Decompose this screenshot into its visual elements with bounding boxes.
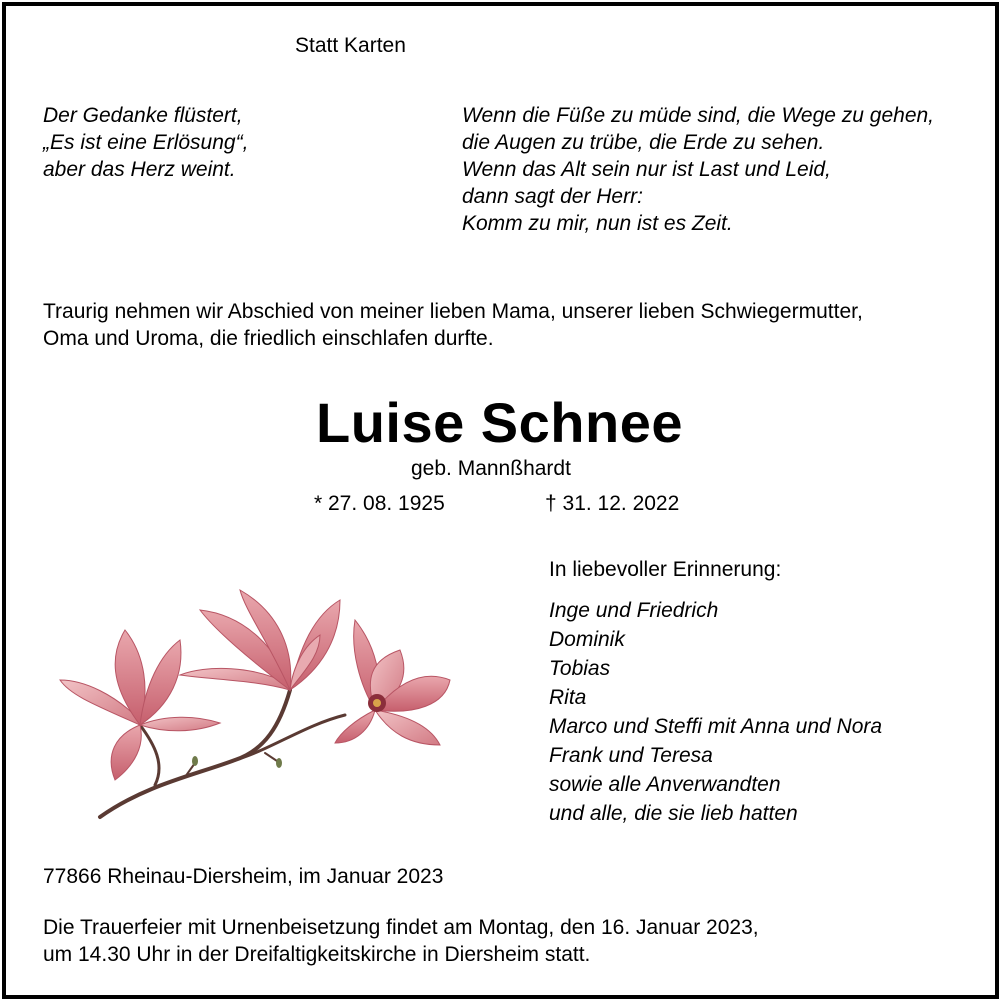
- memory-heading: In liebevoller Erinnerung:: [549, 558, 782, 581]
- quote-right-line: Wenn das Alt sein nur ist Last und Leid,: [462, 158, 831, 181]
- relative-item: sowie alle Anverwandten: [549, 773, 781, 796]
- relative-item: Dominik: [549, 628, 625, 651]
- magnolia-blossom-right: [335, 620, 450, 745]
- relative-item: Rita: [549, 686, 587, 709]
- magnolia-blossom-middle: [180, 590, 340, 690]
- funeral-info: [43, 914, 759, 968]
- quote-left: [43, 102, 248, 183]
- relative-item: Inge und Friedrich: [549, 599, 719, 622]
- funeral-line: Die Trauerfeier mit Urnenbeisetzung findet am Montag, den 16. Januar 2023,: [43, 916, 759, 939]
- deceased-name: Luise Schnee: [315, 391, 684, 454]
- magnolia-illustration: [55, 585, 465, 825]
- intro-line: Oma und Uroma, die friedlich einschlafen durfte.: [43, 327, 494, 350]
- relative-item: und alle, die sie lieb hatten: [549, 802, 798, 825]
- maiden-name: geb. Mannßhardt: [411, 457, 571, 480]
- funeral-line: um 14.30 Uhr in der Dreifaltigkeitskirche in Diersheim statt.: [43, 943, 591, 966]
- intro-line: Traurig nehmen wir Abschied von meiner lieben Mama, unserer lieben Schwiegermutter,: [43, 300, 863, 323]
- quote-right-line: dann sagt der Herr:: [462, 185, 643, 208]
- relatives-list: [549, 597, 882, 829]
- quote-right-line: Wenn die Füße zu müde sind, die Wege zu gehen,: [462, 104, 935, 127]
- relative-item: Frank und Teresa: [549, 744, 713, 767]
- quote-right-line: die Augen zu trübe, die Erde zu sehen.: [462, 131, 825, 154]
- quote-right: [462, 102, 934, 237]
- relative-item: Marco und Steffi mit Anna und Nora: [549, 715, 883, 738]
- quote-left-line: aber das Herz weint.: [43, 158, 236, 181]
- place-date: 77866 Rheinau-Diersheim, im Januar 2023: [43, 865, 444, 888]
- quote-right-line: Komm zu mir, nun ist es Zeit.: [462, 212, 733, 235]
- relative-item: Tobias: [549, 657, 611, 680]
- quote-left-line: Der Gedanke flüstert,: [43, 104, 243, 127]
- death-date: † 31. 12. 2022: [545, 492, 680, 515]
- birth-date: * 27. 08. 1925: [314, 492, 445, 515]
- intro-text: [43, 298, 863, 352]
- header-statt-karten: Statt Karten: [295, 34, 406, 57]
- quote-left-line: „Es ist eine Erlösung“,: [43, 131, 249, 154]
